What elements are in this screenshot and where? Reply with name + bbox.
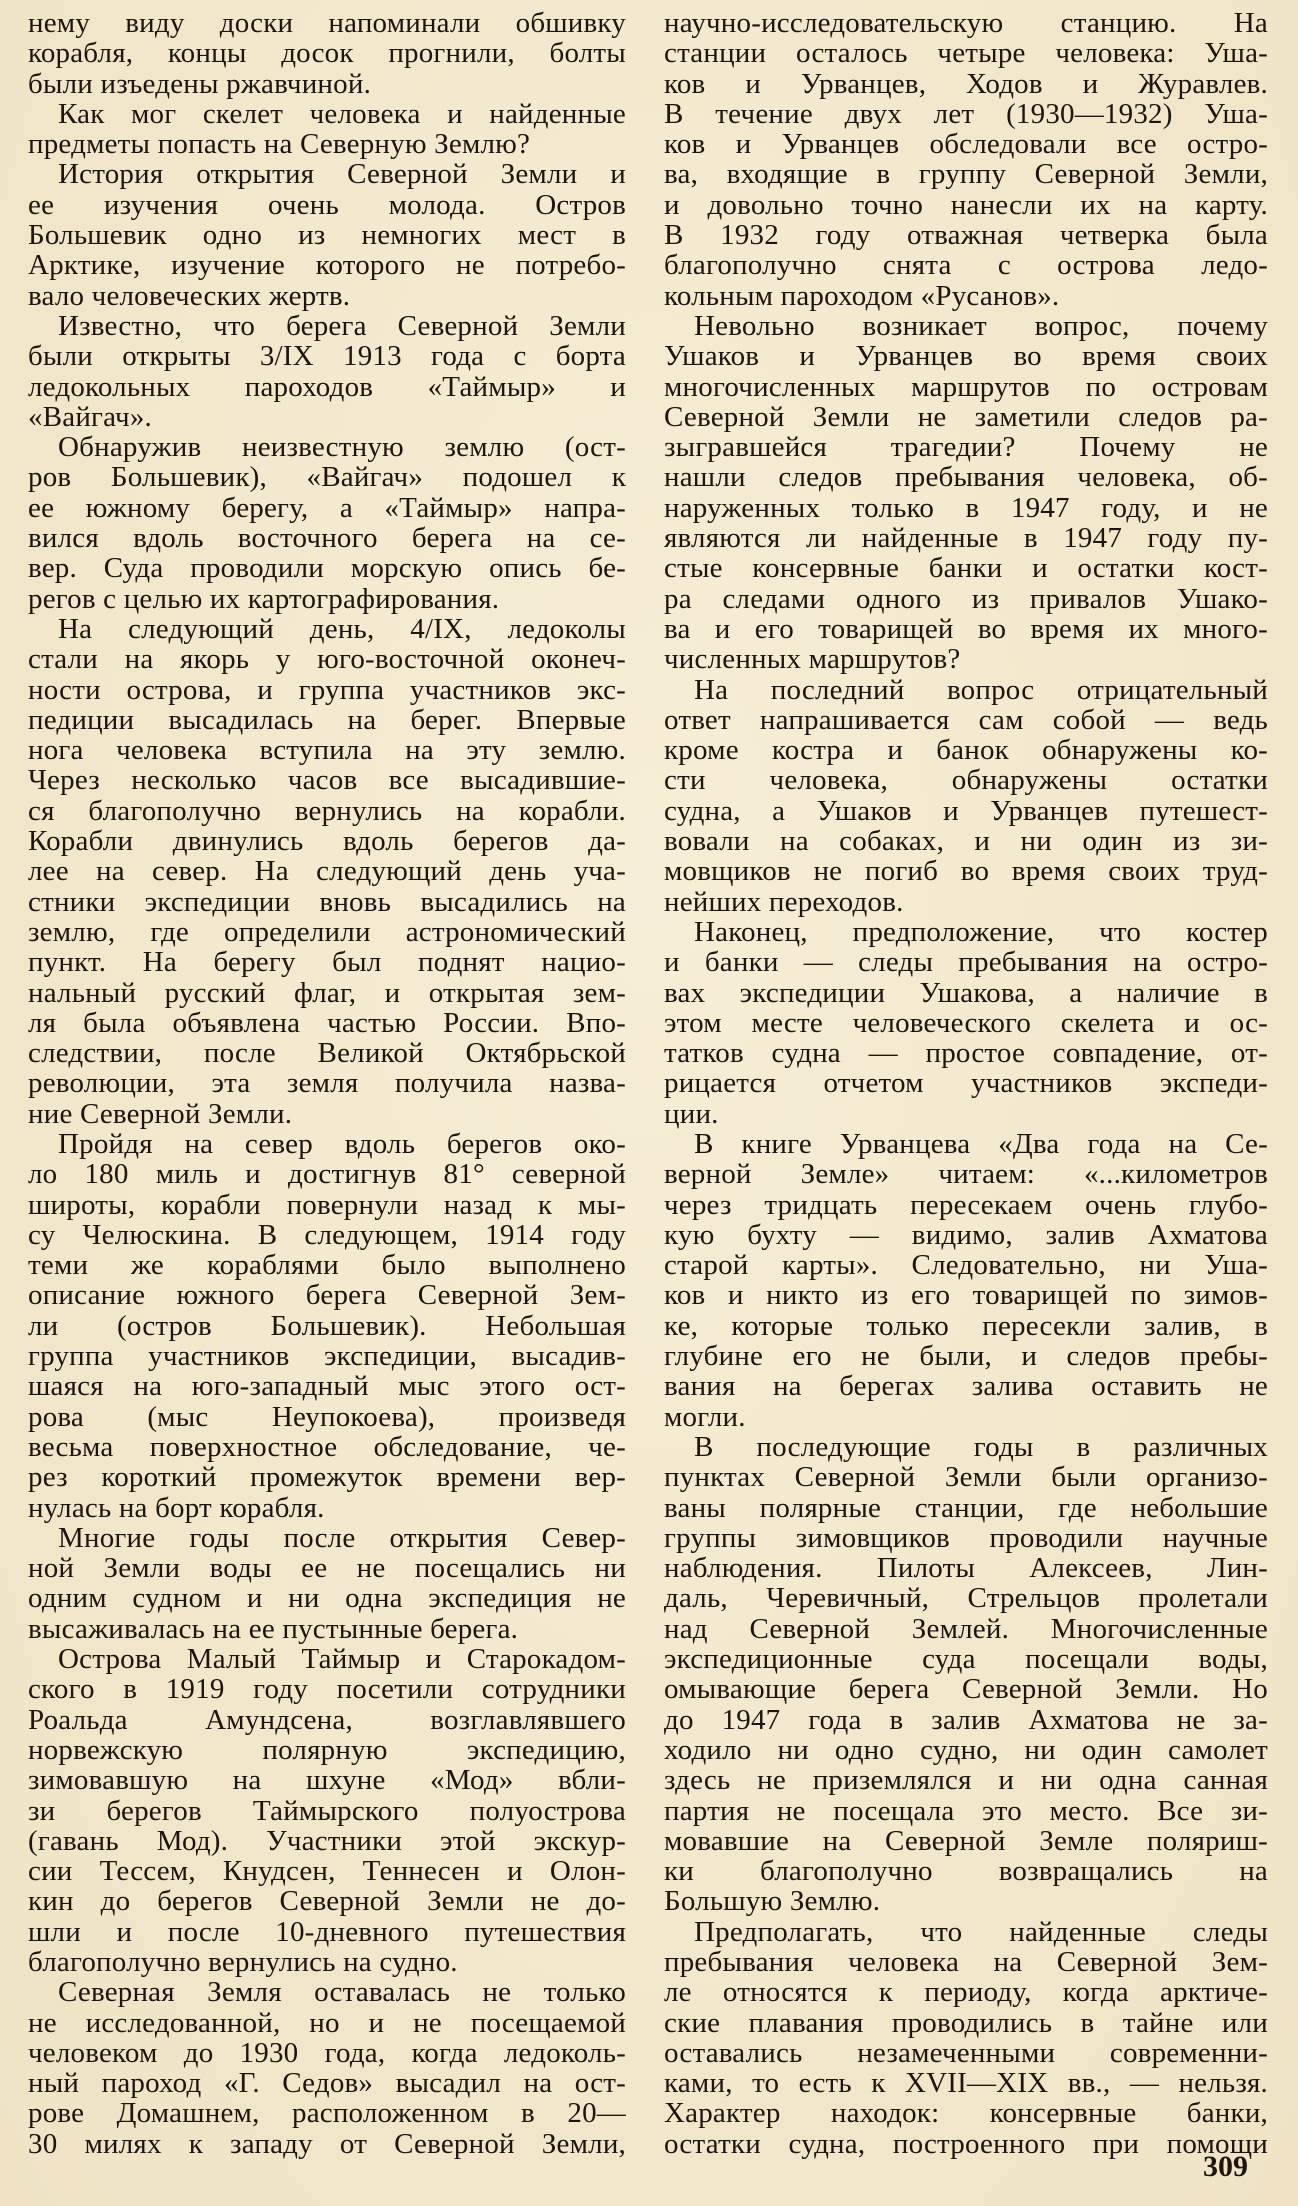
text-line: Как мог скелет человека и найденные — [58, 97, 626, 130]
text-line: научно-исследовательскую станцию. На — [664, 7, 1268, 39]
text-line: предметы попасть на Северную Землю? — [28, 128, 531, 161]
text-line: ля была объявлена частью России. Впо- — [28, 1006, 626, 1039]
text-line: группы зимовщиков проводили научные — [664, 1521, 1268, 1554]
text-line: вился вдоль восточного берега на се- — [28, 522, 626, 555]
text-line: Корабли двинулись вдоль берегов да- — [28, 825, 626, 858]
text-line: су Челюскина. В следующем, 1914 году — [28, 1218, 626, 1251]
text-line: рове Домашнем, расположенном в 20— — [28, 2097, 626, 2130]
text-line: оставались незамеченными современни- — [664, 2036, 1268, 2069]
text-line: В последующие годы в различных — [694, 1430, 1268, 1463]
text-line: Северной Земли не заметили следов ра- — [664, 400, 1268, 433]
text-line: и довольно точно нанесли их на карту. — [664, 188, 1268, 221]
text-line: старой карты». Следовательно, ни Уша- — [664, 1249, 1268, 1282]
paragraph — [28, 8, 626, 99]
paragraph — [28, 1977, 626, 2159]
text-line: нашли следов пребывания человека, об- — [664, 461, 1268, 494]
text-line: В книге Урванцева «Два года на Се- — [694, 1127, 1268, 1160]
text-line: нальный русский флаг, и открытая зем- — [28, 976, 626, 1009]
text-line: сии Тессем, Кнудсен, Теннесен и Олон- — [28, 1855, 626, 1888]
paragraph — [28, 432, 626, 614]
text-line: стые консервные банки и остатки кост- — [664, 552, 1268, 585]
text-line: кроме костра и банок обнаружены ко- — [664, 734, 1268, 767]
text-line: ние Северной Земли. — [28, 1097, 293, 1130]
text-line: шаяся на юго-западный мыс этого ост- — [28, 1370, 626, 1403]
text-line: Невольно возникает вопрос, почему — [694, 309, 1268, 342]
paragraph — [28, 159, 626, 310]
text-line: верной Земле» читаем: «...километров — [664, 1158, 1268, 1191]
text-line: Наконец, предположение, что костер — [694, 915, 1268, 948]
text-line: рез короткий промежуток времени вер- — [28, 1461, 626, 1494]
text-line: Через несколько часов все высадившие- — [28, 764, 626, 797]
text-line: ный пароход «Г. Седов» высадил на ост- — [28, 2067, 626, 2100]
text-line: Большевик одно из немногих мест в — [28, 219, 626, 252]
text-line: лее на север. На следующий день уча- — [28, 855, 626, 888]
text-line: Ушаков и Урванцев во время своих — [664, 340, 1268, 373]
paragraph — [664, 8, 1268, 311]
text-line: мовавшие на Северной Земле поляриш- — [664, 1824, 1268, 1857]
text-line: нога человека вступила на эту землю. — [28, 734, 626, 767]
text-line: высаживалась на ее пустынные берега. — [28, 1612, 519, 1645]
text-line: ров Большевик), «Вайгач» подошел к — [28, 461, 626, 494]
text-line: ности острова, и группа участников экс- — [28, 673, 626, 706]
text-line: сти человека, обнаружены остатки — [664, 764, 1268, 797]
text-line: Роальда Амундсена, возглавлявшего — [28, 1703, 626, 1736]
text-line: зыгравшейся трагедии? Почему не — [664, 431, 1268, 464]
text-line: вер. Суда проводили морскую опись бе- — [28, 552, 626, 585]
text-line: вания на берегах залива оставить не — [664, 1370, 1268, 1403]
text-line: ке, которые только пересекли залив, в — [664, 1309, 1268, 1342]
text-line: и банки — следы пребывания на остро- — [664, 946, 1268, 979]
text-line: широты, корабли повернули назад к мы- — [28, 1188, 626, 1221]
text-line: Северная Земля оставалась не только — [58, 1976, 626, 2009]
text-line: пребывания человека на Северной Зем- — [664, 1946, 1268, 1978]
text-line: В течение двух лет (1930—1932) Уша- — [664, 97, 1268, 130]
paragraph — [664, 1129, 1268, 1432]
text-line: зимовавшую на шхуне «Мод» вбли- — [28, 1764, 626, 1797]
text-line: наруженных только в 1947 году, и не — [664, 491, 1268, 524]
text-line: вах экспедиции Ушакова, а наличие в — [664, 976, 1268, 1009]
text-line: через тридцать пересекаем очень глубо- — [664, 1188, 1268, 1221]
text-line: рицается отчетом участников экспеди- — [664, 1067, 1268, 1100]
text-line: Арктике, изучение которого не потребо- — [28, 249, 626, 282]
text-line: педиции высадилась на берег. Впервые — [28, 703, 626, 736]
text-line: пунктах Северной Земли были организо- — [664, 1461, 1268, 1494]
text-line: ков и никто из его товарищей по зимов- — [664, 1279, 1268, 1312]
text-line: На следующий день, 4/IX, ледоколы — [58, 612, 626, 645]
text-line: ские плавания проводились в тайне или — [664, 2006, 1268, 2039]
text-line: группа участников экспедиции, высадив- — [28, 1340, 626, 1373]
text-line: ее изучения очень молода. Остров — [28, 188, 626, 221]
text-line: были изъедены ржавчиной. — [28, 67, 372, 100]
text-line: корабля, концы досок прогнили, болты — [28, 37, 626, 70]
text-line: шли и после 10-дневного путешествия — [28, 1915, 626, 1948]
text-line: регов с целью их картографирования. — [28, 582, 500, 615]
text-line: глубине его не были, и следов пребы- — [664, 1340, 1268, 1373]
text-line: ского в 1919 году посетили сотрудники — [28, 1673, 626, 1706]
text-line: (гавань Мод). Участники этой экскур- — [28, 1824, 626, 1857]
text-line: ответ напрашивается сам собой — ведь — [664, 703, 1268, 736]
text-line: ва, входящие в группу Северной Земли, — [664, 158, 1268, 191]
text-line: ной Земли воды ее не посещались ни — [28, 1552, 626, 1585]
text-line: «Вайгач». — [28, 400, 152, 433]
text-line: ло 180 миль и достигнув 81° северной — [28, 1158, 626, 1191]
text-line: весьма поверхностное обследование, че- — [28, 1430, 626, 1463]
text-line: ваны полярные станции, где небольшие — [664, 1491, 1268, 1524]
text-line: нему виду доски напоминали обшивку — [28, 7, 626, 39]
paragraph — [28, 1523, 626, 1644]
paragraph — [664, 1917, 1268, 2159]
text-column-right — [664, 8, 1268, 2159]
text-line: революции, эта земля получила назва- — [28, 1067, 626, 1100]
text-line: здесь не приземлялся и ни одна санная — [664, 1764, 1268, 1797]
text-line: вало человеческих жертв. — [28, 279, 351, 312]
text-line: могли. — [664, 1400, 746, 1433]
text-line: нулась на борт корабля. — [28, 1491, 325, 1524]
paragraph — [28, 614, 626, 1129]
text-line: теми же кораблями было выполнено — [28, 1249, 626, 1282]
text-line: татков судна — простое совпадение, от- — [664, 1037, 1268, 1070]
text-line: судна, а Ушаков и Урванцев путешест- — [664, 794, 1268, 827]
text-line: В 1932 году отважная четверка была — [664, 219, 1268, 252]
text-line: одним судном и ни одна экспедиция не — [28, 1582, 626, 1615]
text-line: Многие годы после открытия Север- — [58, 1521, 626, 1554]
paragraph — [664, 675, 1268, 917]
paragraph — [28, 99, 626, 160]
paragraph — [28, 311, 626, 432]
paragraph — [28, 1129, 626, 1523]
text-line: стали на якорь у юго-восточной оконеч- — [28, 643, 626, 676]
text-line: Известно, что берега Северной Земли — [58, 309, 626, 342]
text-line: омывающие берега Северной Земли. Но — [664, 1673, 1268, 1706]
page-number: 309 — [1203, 2150, 1248, 2183]
text-line: Обнаружив неизвестную землю (ост- — [58, 431, 626, 464]
text-line: этом месте человеческого скелета и ос- — [664, 1006, 1268, 1039]
text-line: История открытия Северной Земли и — [58, 158, 626, 191]
text-line: пункт. На берегу был поднят нацио- — [28, 946, 626, 979]
text-line: ков и Урванцев, Ходов и Журавлев. — [664, 67, 1268, 100]
text-line: землю, где определили астрономический — [28, 915, 626, 948]
text-line: благополучно вернулись на судно. — [28, 1946, 458, 1978]
text-line: ходило ни одно судно, ни один самолет — [664, 1733, 1268, 1766]
paragraph — [664, 1432, 1268, 1917]
text-line: экспедиционные суда посещали воды, — [664, 1643, 1268, 1676]
text-line: следствии, после Великой Октябрьской — [28, 1037, 626, 1070]
text-line: человеком до 1930 года, когда ледоколь- — [28, 2036, 626, 2069]
text-line: ции. — [664, 1097, 719, 1130]
text-line: благополучно снята с острова ледо- — [664, 249, 1268, 282]
text-line: Острова Малый Таймыр и Старокадом- — [58, 1643, 626, 1676]
text-line: многочисленных маршрутов по островам — [664, 370, 1268, 403]
text-line: остатки судна, построенного при помощи — [664, 2127, 1268, 2160]
text-line: станции осталось четыре человека: Уша- — [664, 37, 1268, 70]
text-line: 30 милях к западу от Северной Земли, — [28, 2127, 626, 2160]
text-line: кольным пароходом «Русанов». — [664, 279, 1060, 312]
text-line: вовали на собаках, и ни один из зи- — [664, 825, 1268, 858]
text-line: На последний вопрос отрицательный — [694, 673, 1268, 706]
text-line: наблюдения. Пилоты Алексеев, Лин- — [664, 1552, 1268, 1585]
paragraph — [664, 311, 1268, 675]
text-line: Пройдя на север вдоль берегов око- — [58, 1127, 626, 1160]
text-line: кую бухту — видимо, залив Ахматова — [664, 1218, 1268, 1251]
text-line: ее южному берегу, а «Таймыр» напра- — [28, 491, 626, 524]
text-line: рова (мыс Неупокоева), произведя — [28, 1400, 626, 1433]
text-line: ле относятся к периоду, когда арктиче- — [664, 1976, 1268, 2009]
text-line: ледокольных пароходов «Таймыр» и — [28, 370, 626, 403]
text-line: до 1947 года в залив Ахматова не за- — [664, 1703, 1268, 1736]
text-line: даль, Черевичный, Стрельцов пролетали — [664, 1582, 1268, 1615]
text-line: нейших переходов. — [664, 885, 904, 918]
text-line: являются ли найденные в 1947 году пу- — [664, 522, 1268, 555]
text-line: ва и его товарищей во время их много- — [664, 612, 1268, 645]
text-line: норвежскую полярную экспедицию, — [28, 1733, 626, 1766]
text-line: Характер находок: консервные банки, — [664, 2097, 1268, 2130]
text-line: численных маршрутов? — [664, 643, 961, 676]
text-line: были открыты 3/IX 1913 года с борта — [28, 340, 626, 373]
text-line: кин до берегов Северной Земли не до- — [28, 1885, 626, 1918]
text-line: стники экспедиции вновь высадились на — [28, 885, 626, 918]
text-line: ли (остров Большевик). Небольшая — [28, 1309, 626, 1342]
paragraph — [664, 917, 1268, 1129]
text-line: описание южного берега Северной Зем- — [28, 1279, 626, 1312]
text-line: мовщиков не погиб во время своих труд- — [664, 855, 1268, 888]
text-line: ра следами одного из привалов Ушако- — [664, 582, 1268, 615]
text-line: Предполагать, что найденные следы — [694, 1915, 1268, 1948]
text-line: Большую Землю. — [664, 1885, 881, 1918]
text-line: партия не посещала это место. Все зи- — [664, 1794, 1268, 1827]
text-column-left — [28, 8, 626, 2159]
text-line: ся благополучно вернулись на корабли. — [28, 794, 626, 827]
text-line: ков и Урванцев обследовали все остро- — [664, 128, 1268, 161]
text-line: ками, то есть к XVII—XIX вв., — нельзя. — [664, 2067, 1268, 2100]
text-line: не исследованной, но и не посещаемой — [28, 2006, 626, 2039]
text-line: над Северной Землей. Многочисленные — [664, 1612, 1268, 1645]
paragraph — [28, 1644, 626, 1977]
text-line: ки благополучно возвращались на — [664, 1855, 1268, 1888]
text-line: зи берегов Таймырского полуострова — [28, 1794, 626, 1827]
